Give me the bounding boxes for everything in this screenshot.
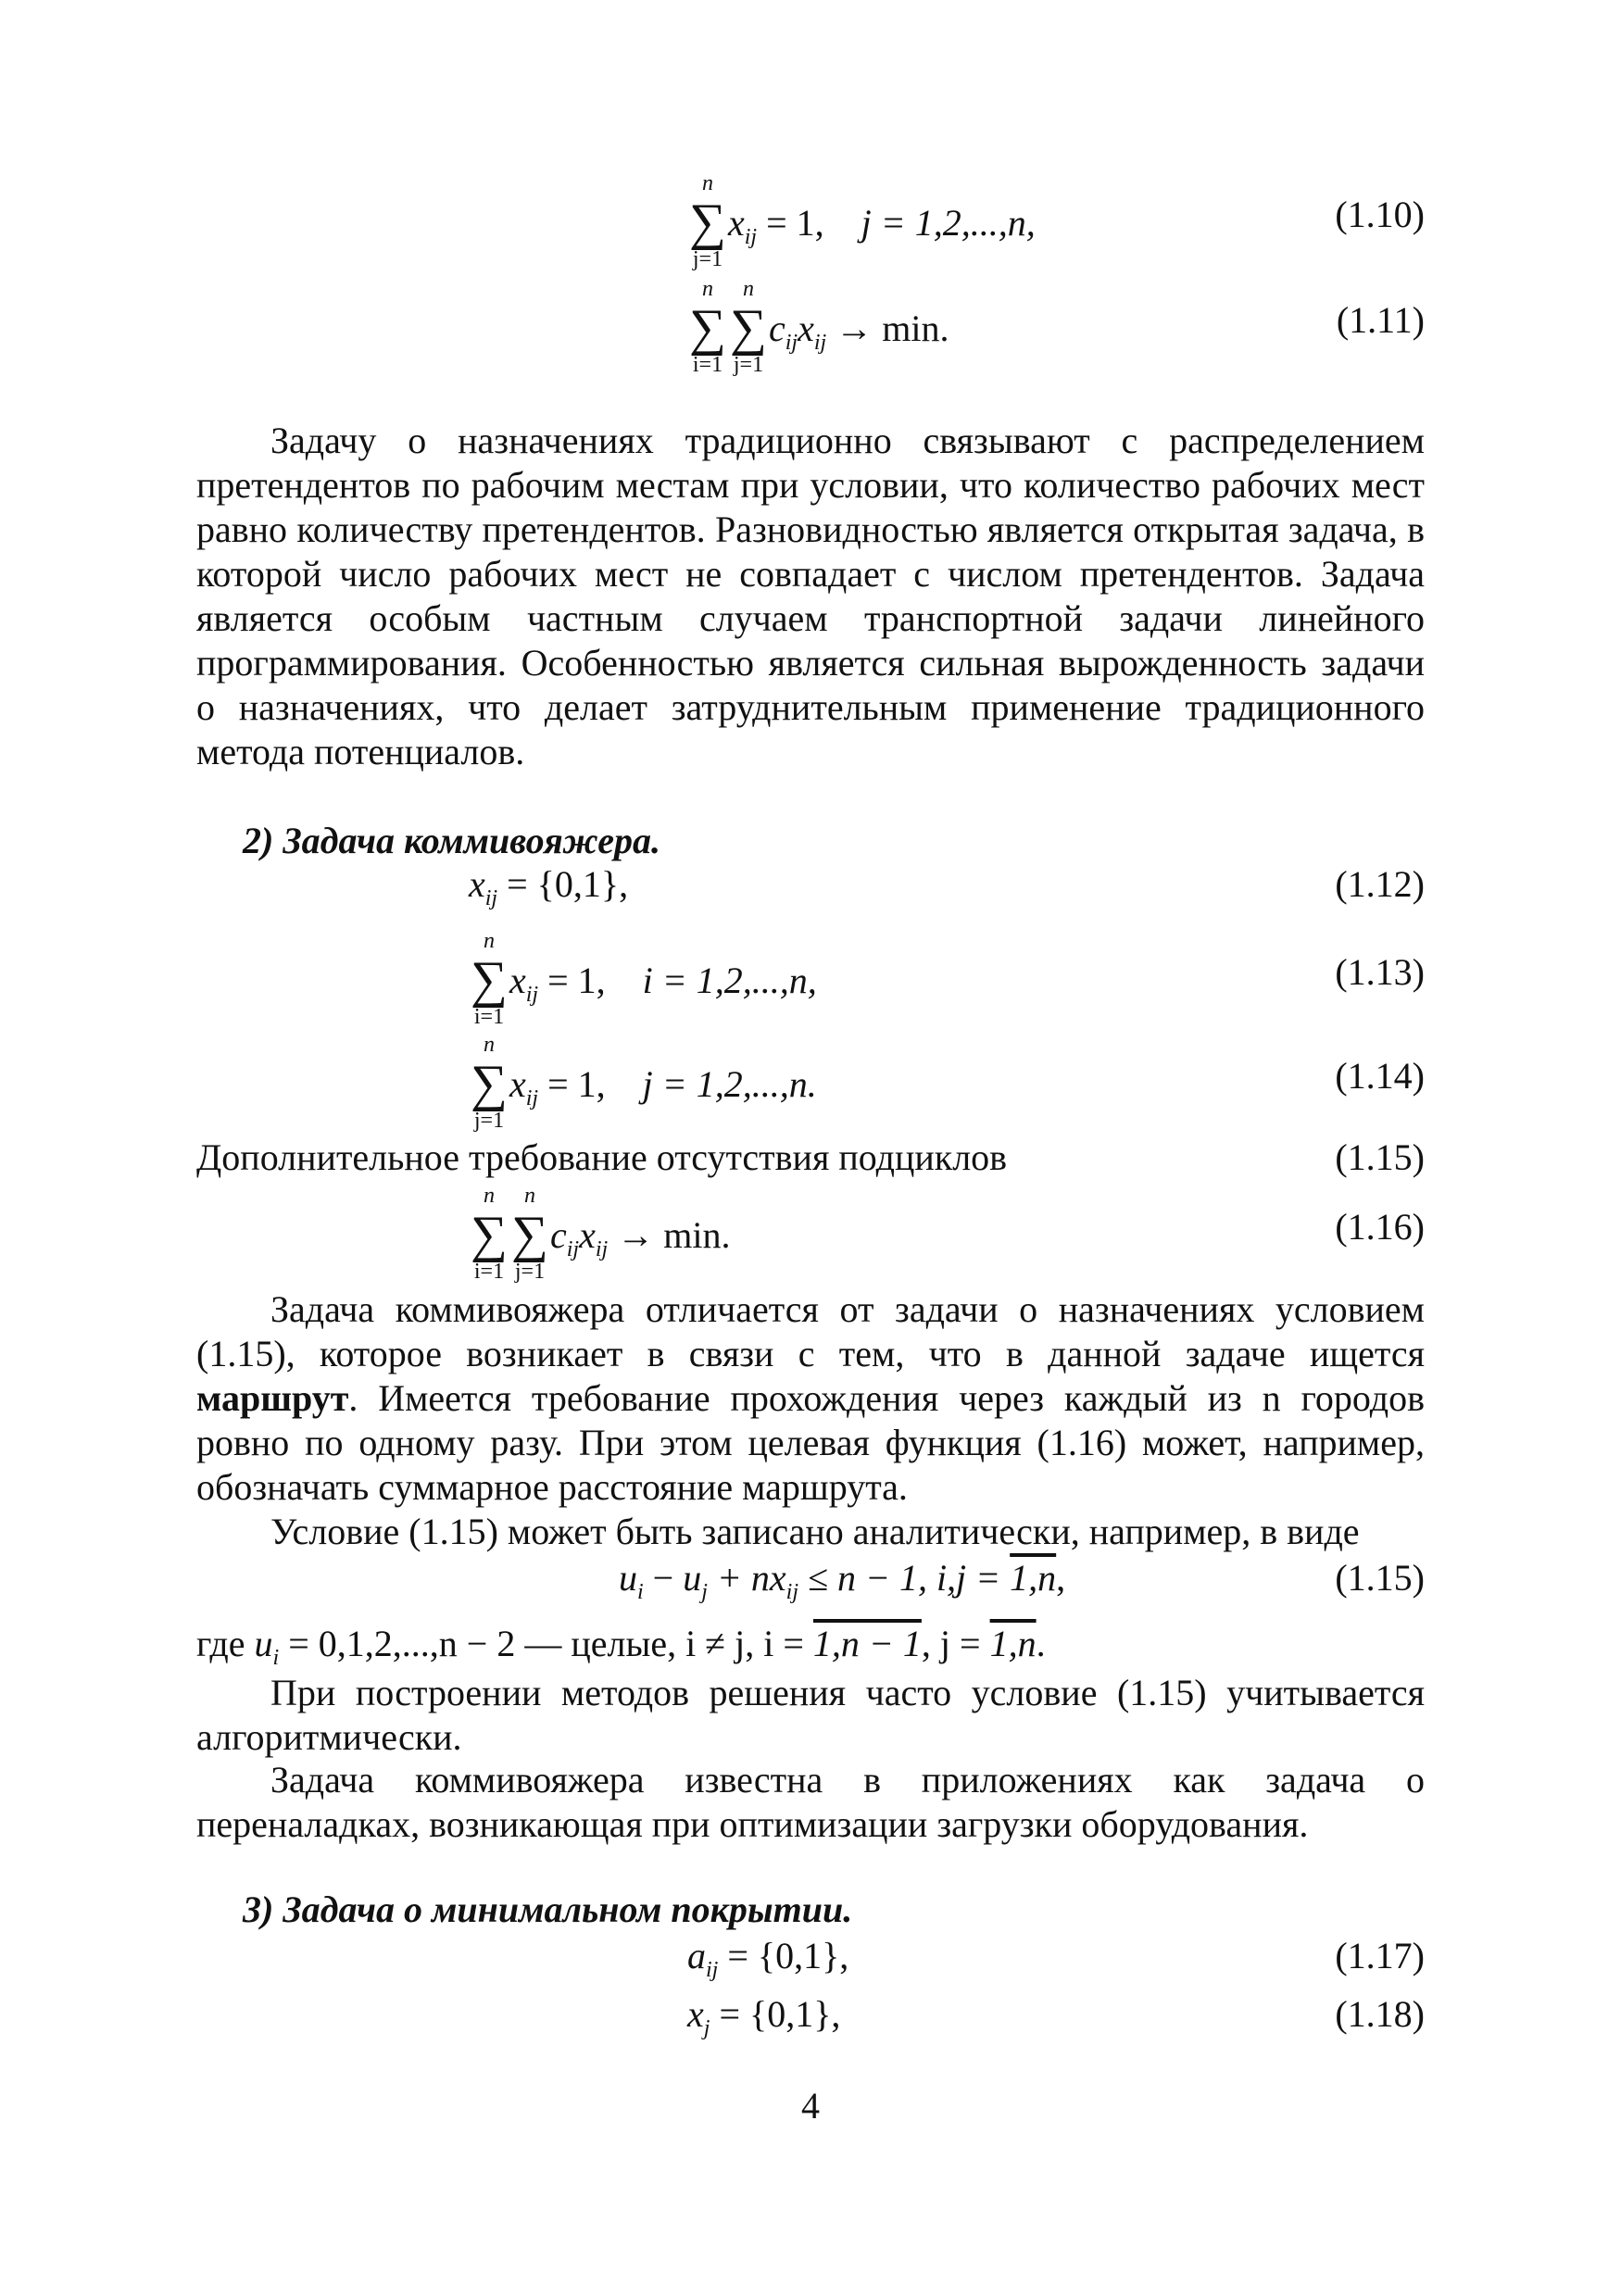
equation-number-1-15-analytic: (1.15) (1335, 1557, 1425, 1599)
where-clause-line: где $u_i = 0,1,2,...,n - 2$ — целые, i ≠ j, i = 1,n − 1, j = 1,n. (196, 1623, 1046, 1670)
equation-number-1-16: (1.16) (1335, 1206, 1425, 1248)
paragraph-analytic-condition: Условие (1.15) может быть записано аналитически, например, в виде (270, 1511, 1360, 1552)
page-number: 4 (801, 2085, 820, 2127)
equation-1-17: $a_{ij} = \{0,1\}$, (687, 1935, 849, 1982)
paragraph-changeover-note: Задача коммивояжера известна в приложениях как задача о переналадках, возникающая при оптимизации загрузки оборудования. (196, 1759, 1425, 1845)
equation-number-1-10: (1.10) (1335, 194, 1425, 235)
equation-1-11: n ∑ i=1 n ∑ j=1 $c_{ij}x_{ij} \to \min$. (689, 277, 949, 377)
equation-1-15-analytic: $u_i - u_j + nx_{ij} \le n - 1$, i,j = 1,n, (619, 1557, 1066, 1604)
equation-1-12: $x_{ij} = \{0,1\}$, (469, 863, 629, 910)
heading-traveling-salesman: 2) Задача коммивояжера. (243, 820, 660, 861)
sum-symbol: n ∑ j=1 (511, 1184, 548, 1284)
equation-1-18: $x_j = \{0,1\}$, (687, 1993, 841, 2040)
equation-1-14: n ∑ j=1 $x_{ij} = 1$, j = 1,2,...,n. (471, 1033, 817, 1133)
equation-number-1-17: (1.17) (1335, 1935, 1425, 1976)
equation-number-1-13: (1.13) (1335, 951, 1425, 993)
heading-minimum-cover: 3) Задача о минимальном покрытии. (243, 1888, 853, 1930)
sum-symbol: n ∑ j=1 (730, 277, 767, 377)
equation-number-1-11: (1.11) (1336, 299, 1425, 341)
equation-number-1-14: (1.14) (1335, 1055, 1425, 1097)
equation-number-1-18: (1.18) (1335, 1993, 1425, 2035)
equation-1-16: n ∑ i=1 n ∑ j=1 $c_{ij}x_{ij} \to \min$. (471, 1184, 731, 1284)
sum-symbol: n ∑ i=1 (471, 1184, 508, 1284)
subtour-requirement-line: Дополнительное требование отсутствия подциклов (196, 1136, 1008, 1178)
paragraph-assignment-problem: Задачу о назначениях традиционно связывают с распределением претендентов по рабочим местам при условии, что количество рабочих мест равно количеству претендентов. Разновидностью является открытая задача, в которой число рабочих мест не совпадает с числом претендентов. Задача является особым частным случаем транспортной задачи линейного программирования. Особенностью является сильная вырожденность задачи о назначениях, что делает затруднительным применение традиционного метода потенциалов. (196, 420, 1425, 772)
paragraph-algorithmic-note: При построении методов решения часто условие (1.15) учитывается алгоритмически. (196, 1672, 1425, 1758)
sum-symbol: n ∑ j=1 (471, 1033, 508, 1133)
equation-number-1-12: (1.12) (1335, 863, 1425, 905)
equation-1-13: n ∑ i=1 $x_{ij} = 1$, i = 1,2,...,n, (471, 929, 817, 1029)
equation-1-10: n ∑ j=1 $x_{ij} = 1$, j = 1,2,...,n, (689, 171, 1036, 271)
paragraph-traveling-salesman: Задача коммивояжера отличается от задачи о назначениях условием (1.15), которое возникает в связи с тем, что в данной задаче ищется маршрут. Имеется требование прохождения через каждый из n городов ровно по одному разу. При этом целевая функция (1.16) может, например, обозначать суммарное расстояние маршрута. (196, 1288, 1425, 1508)
sum-symbol: n ∑ i=1 (689, 277, 726, 377)
equation-number-1-15: (1.15) (1335, 1136, 1425, 1178)
sum-symbol: n ∑ j=1 (689, 171, 726, 271)
sum-symbol: n ∑ i=1 (471, 929, 508, 1029)
